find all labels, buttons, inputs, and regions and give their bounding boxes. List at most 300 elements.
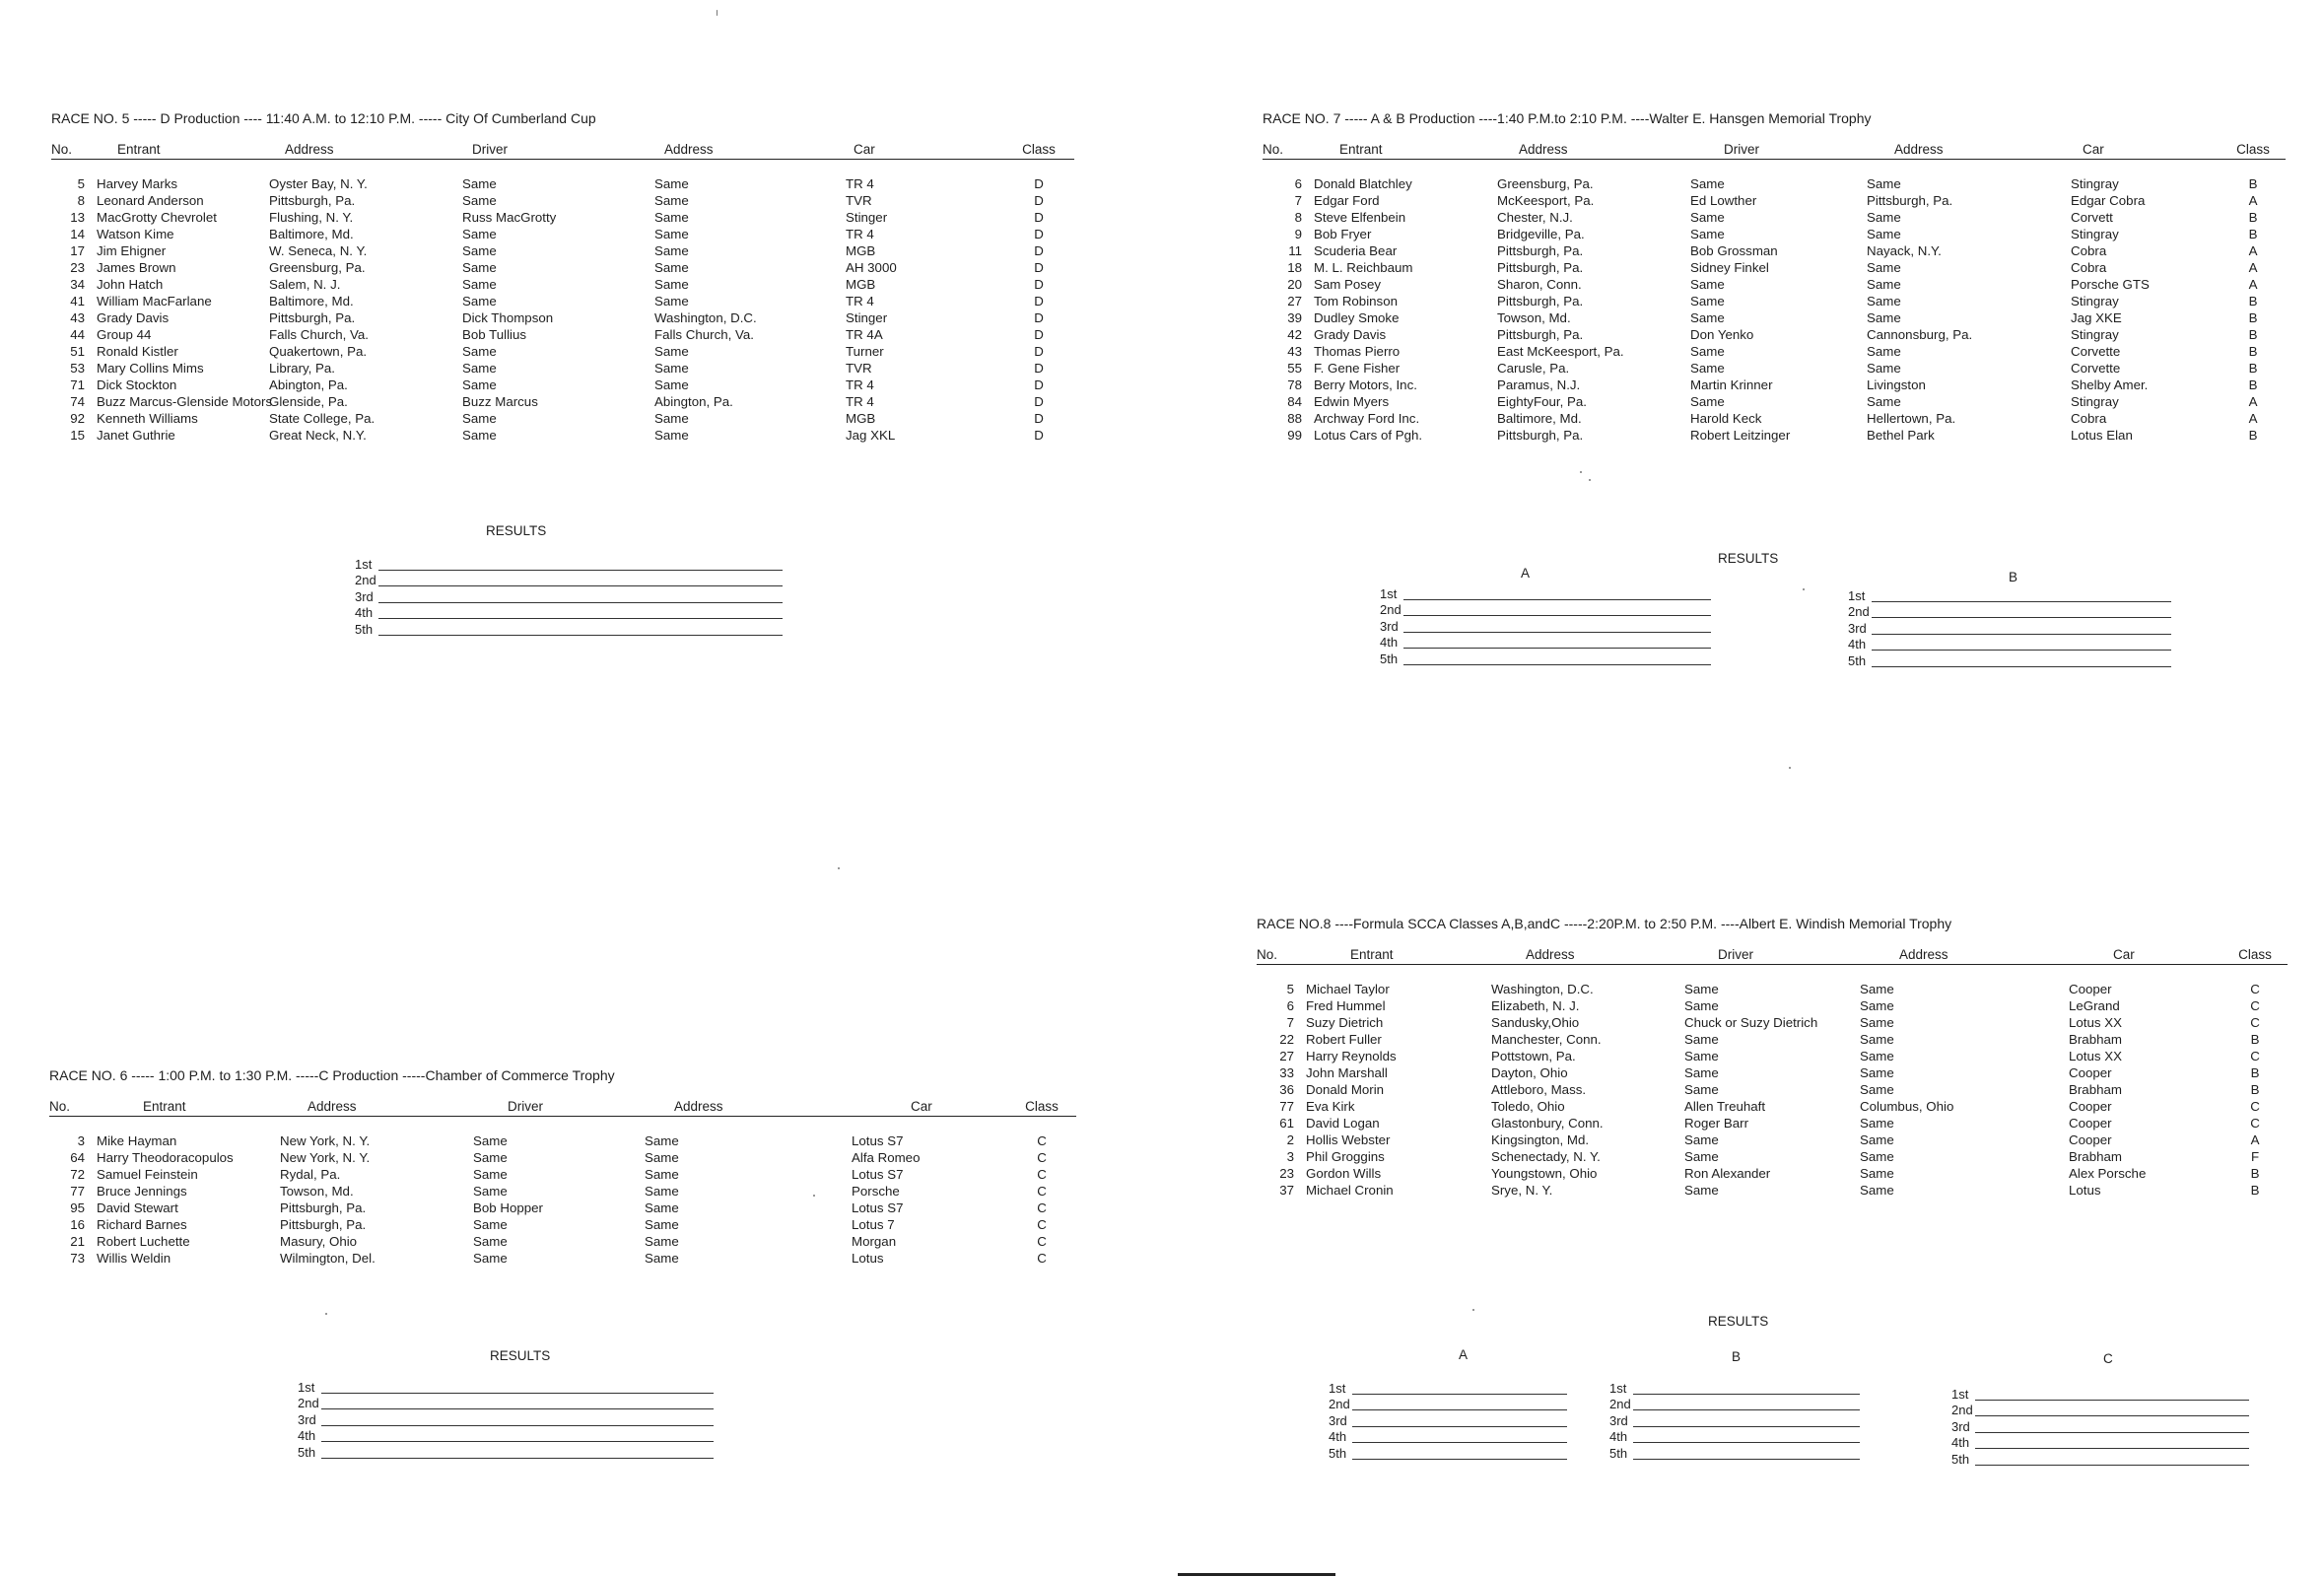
result-place-label: 1st — [1951, 1386, 1969, 1402]
car-class: C — [2250, 998, 2260, 1013]
car-model: TR 4A — [846, 327, 883, 342]
driver-address: Same — [1867, 260, 1901, 275]
entry-number: 14 — [70, 227, 85, 241]
driver-name: Same — [1690, 394, 1725, 409]
result-blank-line — [1975, 1420, 2249, 1433]
car-class: B — [2250, 1032, 2260, 1047]
car-class: D — [1034, 176, 1044, 191]
driver-address: Same — [645, 1251, 679, 1266]
entry-number: 11 — [1288, 243, 1302, 258]
result-place-label: 4th — [1951, 1435, 1970, 1450]
car-model: Jag XKE — [2071, 310, 2122, 325]
driver-name: Roger Barr — [1684, 1116, 1749, 1131]
driver-address: Same — [654, 260, 689, 275]
car-model: TR 4 — [846, 294, 874, 309]
race-8-section — [1257, 916, 2288, 1199]
driver-name: Same — [1690, 210, 1725, 225]
entrant-address: Washington, D.C. — [1491, 982, 1594, 996]
car-class: B — [2248, 294, 2258, 309]
driver-name: Sidney Finkel — [1690, 260, 1769, 275]
driver-address: Same — [1867, 176, 1901, 191]
table-row — [51, 377, 1074, 393]
table-row — [1263, 410, 2286, 427]
entrant-address: Srye, N. Y. — [1491, 1183, 1553, 1198]
col-header-driver: Driver — [1684, 947, 1860, 965]
result-blank-line — [1352, 1382, 1567, 1395]
driver-name: Same — [1690, 344, 1725, 359]
entrant-name: Dick Stockton — [97, 377, 177, 392]
car-class: D — [1034, 243, 1044, 258]
race-8-entry-table — [1257, 947, 2288, 1199]
result-blank-line — [321, 1413, 714, 1426]
car-model: Cobra — [2071, 411, 2107, 426]
driver-address: Cannonsburg, Pa. — [1867, 327, 1973, 342]
entrant-name: MacGrotty Chevrolet — [97, 210, 217, 225]
result-place-label: 5th — [1380, 651, 1399, 666]
results-group-label-c: C — [2103, 1351, 2113, 1366]
driver-name: Ron Alexander — [1684, 1166, 1771, 1181]
entrant-name: Sam Posey — [1314, 277, 1381, 292]
driver-name: Robert Leitzinger — [1690, 428, 1791, 443]
entrant-name: Robert Fuller — [1306, 1032, 1382, 1047]
entry-number: 74 — [70, 394, 85, 409]
driver-name: Same — [462, 344, 497, 359]
entry-number: 43 — [1287, 344, 1302, 359]
entrant-address: Great Neck, N.Y. — [269, 428, 367, 443]
col-header-no: No. — [1263, 142, 1314, 160]
entrant-name: Dudley Smoke — [1314, 310, 1400, 325]
race-6-title: RACE NO. 6 ----- 1:00 P.M. to 1:30 P.M. -----C Production -----Chamber of Commerce Trophy — [49, 1067, 615, 1083]
car-model: Stinger — [846, 210, 888, 225]
col-header-driver: Driver — [473, 1099, 645, 1117]
col-header-car: Car — [2071, 142, 2221, 160]
col-header-class: Class — [2222, 947, 2288, 965]
result-row — [1848, 651, 2171, 667]
driver-address: Same — [654, 411, 689, 426]
driver-name: Same — [1690, 361, 1725, 376]
car-class: D — [1034, 411, 1044, 426]
entry-number: 8 — [1294, 210, 1302, 225]
entry-number: 34 — [70, 277, 85, 292]
driver-name: Same — [462, 428, 497, 443]
driver-address: Same — [1860, 1116, 1894, 1131]
entrant-address: Abington, Pa. — [269, 377, 348, 392]
car-class: D — [1034, 277, 1044, 292]
car-class: C — [2250, 982, 2260, 996]
driver-name: Same — [462, 277, 497, 292]
car-model: MGB — [846, 277, 876, 292]
table-row — [1263, 393, 2286, 410]
table-row — [51, 360, 1074, 377]
entry-number: 44 — [70, 327, 85, 342]
entry-number: 21 — [70, 1234, 85, 1249]
car-model: Corvette — [2071, 361, 2121, 376]
car-model: Brabham — [2069, 1032, 2122, 1047]
entrant-address: Pittsburgh, Pa. — [1497, 428, 1584, 443]
table-row — [51, 226, 1074, 242]
col-header-address: Address — [280, 1099, 473, 1117]
car-class: D — [1034, 260, 1044, 275]
driver-address: Same — [654, 243, 689, 258]
col-header-entrant: Entrant — [97, 142, 269, 160]
entry-number: 77 — [1279, 1099, 1294, 1114]
table-row — [51, 326, 1074, 343]
result-place-label: 1st — [1609, 1380, 1627, 1396]
driver-name: Bob Hopper — [473, 1200, 543, 1215]
result-row — [298, 1442, 714, 1459]
driver-address: Same — [1867, 310, 1901, 325]
car-class: C — [1037, 1184, 1047, 1199]
driver-name: Same — [473, 1133, 508, 1148]
race-7-section — [1263, 110, 2286, 444]
table-row — [1263, 226, 2286, 242]
car-model: Cooper — [2069, 1065, 2112, 1080]
result-row — [1848, 618, 2171, 635]
result-place-label: 5th — [1951, 1451, 1970, 1467]
driver-name: Same — [1690, 176, 1725, 191]
car-model: TR 4 — [846, 394, 874, 409]
car-class: C — [1037, 1217, 1047, 1232]
table-row — [1257, 1048, 2288, 1064]
col-header-class: Class — [1007, 1099, 1076, 1117]
result-blank-line — [1352, 1430, 1567, 1443]
entry-number: 51 — [70, 344, 85, 359]
car-class: D — [1034, 310, 1044, 325]
car-model: TR 4 — [846, 377, 874, 392]
driver-address: Livingston — [1867, 377, 1926, 392]
race-5-entries — [51, 160, 1074, 445]
entrant-address: Paramus, N.J. — [1497, 377, 1581, 392]
entrant-name: Janet Guthrie — [97, 428, 175, 443]
car-class: B — [2250, 1166, 2260, 1181]
car-model: Lotus S7 — [852, 1133, 904, 1148]
entrant-address: East McKeesport, Pa. — [1497, 344, 1624, 359]
entry-number: 88 — [1287, 411, 1302, 426]
result-place-label: 4th — [1848, 637, 1867, 651]
driver-address: Same — [654, 428, 689, 443]
results-block — [355, 554, 783, 636]
driver-address: Same — [654, 377, 689, 392]
entrant-name: Michael Taylor — [1306, 982, 1390, 996]
table-row — [1257, 965, 2288, 998]
car-model: Shelby Amer. — [2071, 377, 2149, 392]
result-place-label: 2nd — [355, 573, 376, 587]
result-row — [1609, 1395, 1860, 1411]
driver-name: Same — [473, 1217, 508, 1232]
table-row — [1257, 1098, 2288, 1115]
result-row — [1951, 1401, 2249, 1417]
driver-address: Abington, Pa. — [654, 394, 733, 409]
result-row — [1609, 1410, 1860, 1427]
driver-name: Buzz Marcus — [462, 394, 538, 409]
col-header-no: No. — [51, 142, 97, 160]
entrant-name: Berry Motors, Inc. — [1314, 377, 1417, 392]
entry-number: 41 — [70, 294, 85, 309]
driver-name: Chuck or Suzy Dietrich — [1684, 1015, 1818, 1030]
result-blank-line — [1403, 603, 1711, 616]
scan-speck — [1472, 1309, 1474, 1311]
result-blank-line — [378, 623, 783, 636]
car-class: A — [2248, 243, 2258, 258]
entrant-name: Mary Collins Mims — [97, 361, 204, 376]
entry-number: 20 — [1287, 277, 1302, 292]
car-model: Alex Porsche — [2069, 1166, 2147, 1181]
car-model: LeGrand — [2069, 998, 2120, 1013]
driver-address: Same — [654, 176, 689, 191]
entry-number: 39 — [1287, 310, 1302, 325]
entrant-name: Harvey Marks — [97, 176, 178, 191]
driver-name: Same — [1684, 998, 1719, 1013]
car-model: Morgan — [852, 1234, 897, 1249]
car-class: C — [2250, 1099, 2260, 1114]
result-row — [1329, 1427, 1567, 1444]
entrant-address: Pittsburgh, Pa. — [1497, 260, 1584, 275]
entrant-name: Suzy Dietrich — [1306, 1015, 1384, 1030]
driver-address: Nayack, N.Y. — [1867, 243, 1942, 258]
results-group-label-b: B — [1732, 1349, 1742, 1364]
entrant-address: Towson, Md. — [280, 1184, 354, 1199]
result-place-label: 3rd — [355, 588, 374, 604]
result-row — [1380, 600, 1711, 617]
race-7-entry-table — [1263, 142, 2286, 444]
col-header-car: Car — [852, 1099, 1007, 1117]
results-group-label-b: B — [2009, 570, 2018, 584]
entrant-address: McKeesport, Pa. — [1497, 193, 1595, 208]
entry-number: 77 — [70, 1184, 85, 1199]
entry-number: 99 — [1287, 428, 1302, 443]
result-blank-line — [321, 1446, 714, 1459]
table-row — [51, 393, 1074, 410]
result-blank-line — [1403, 636, 1711, 649]
result-blank-line — [1403, 620, 1711, 633]
col-header-driver-address: Address — [654, 142, 846, 160]
entrant-address: Oyster Bay, N. Y. — [269, 176, 368, 191]
result-blank-line — [1633, 1382, 1860, 1395]
entry-number: 7 — [1294, 193, 1302, 208]
entry-number: 2 — [1286, 1132, 1294, 1147]
result-place-label: 3rd — [1848, 620, 1867, 636]
entry-number: 92 — [70, 411, 85, 426]
driver-address: Same — [1860, 998, 1894, 1013]
car-model: Lotus S7 — [852, 1200, 904, 1215]
result-blank-line — [1975, 1436, 2249, 1449]
driver-address: Same — [654, 344, 689, 359]
car-class: B — [2248, 361, 2258, 376]
car-model: Brabham — [2069, 1082, 2122, 1097]
race-6-entries — [49, 1117, 1076, 1268]
entrant-address: Pittsburgh, Pa. — [280, 1200, 367, 1215]
car-class: B — [2250, 1082, 2260, 1097]
car-model: Cobra — [2071, 243, 2107, 258]
entrant-address: Salem, N. J. — [269, 277, 341, 292]
entrant-name: Tom Robinson — [1314, 294, 1398, 309]
result-row — [1951, 1416, 2249, 1433]
col-header-class: Class — [2221, 142, 2286, 160]
result-row — [298, 1409, 714, 1426]
table-row — [1263, 343, 2286, 360]
results-block-b — [1848, 585, 2171, 667]
table-row — [51, 160, 1074, 193]
car-class: C — [2250, 1049, 2260, 1063]
table-row — [51, 293, 1074, 309]
entrant-name: Group 44 — [97, 327, 152, 342]
car-class: C — [1037, 1251, 1047, 1266]
car-model: TR 4 — [846, 176, 874, 191]
driver-address: Same — [1867, 344, 1901, 359]
driver-name: Martin Krinner — [1690, 377, 1773, 392]
result-row — [1329, 1410, 1567, 1427]
entrant-name: William MacFarlane — [97, 294, 212, 309]
driver-name: Same — [462, 361, 497, 376]
entrant-name: Hollis Webster — [1306, 1132, 1391, 1147]
result-blank-line — [1403, 652, 1711, 665]
entrant-address: Pittsburgh, Pa. — [269, 310, 356, 325]
entrant-name: Phil Groggins — [1306, 1149, 1385, 1164]
car-model: Stinger — [846, 310, 888, 325]
car-class: B — [2248, 176, 2258, 191]
table-row — [1257, 1131, 2288, 1148]
entrant-name: Fred Hummel — [1306, 998, 1386, 1013]
result-place-label: 4th — [1329, 1429, 1347, 1444]
driver-name: Same — [462, 176, 497, 191]
result-blank-line — [1403, 587, 1711, 600]
results-group-label-a: A — [1459, 1347, 1469, 1362]
result-place-label: 1st — [298, 1379, 315, 1395]
entrant-address: Baltimore, Md. — [1497, 411, 1582, 426]
entry-number: 43 — [70, 310, 85, 325]
car-model: TVR — [846, 193, 872, 208]
entry-number: 9 — [1294, 227, 1302, 241]
car-model: Corvette — [2071, 344, 2121, 359]
car-class: A — [2248, 277, 2258, 292]
driver-name: Same — [462, 193, 497, 208]
entrant-name: Grady Davis — [1314, 327, 1387, 342]
car-model: Lotus S7 — [852, 1167, 904, 1182]
race-5-title: RACE NO. 5 ----- D Production ---- 11:40 A.M. to 12:10 P.M. ----- City Of Cumberland Cup — [51, 110, 596, 126]
entrant-address: Quakertown, Pa. — [269, 344, 368, 359]
scan-speck — [838, 867, 840, 869]
table-row — [1263, 309, 2286, 326]
result-blank-line — [378, 590, 783, 603]
entry-number: 17 — [70, 243, 85, 258]
car-model: Stingray — [2071, 394, 2119, 409]
entrant-address: Greensburg, Pa. — [269, 260, 366, 275]
result-row — [355, 619, 783, 636]
driver-address: Same — [654, 361, 689, 376]
entrant-address: Towson, Md. — [1497, 310, 1571, 325]
entrant-address: Chester, N.J. — [1497, 210, 1573, 225]
result-place-label: 2nd — [1380, 602, 1401, 617]
car-class: B — [2250, 1065, 2260, 1080]
entrant-name: Samuel Feinstein — [97, 1167, 198, 1182]
col-header-address: Address — [1497, 142, 1690, 160]
result-place-label: 3rd — [1951, 1418, 1970, 1434]
result-blank-line — [378, 558, 783, 571]
driver-name: Russ MacGrotty — [462, 210, 557, 225]
entry-number: 27 — [1287, 294, 1302, 309]
car-model: Cooper — [2069, 1132, 2112, 1147]
table-row — [51, 343, 1074, 360]
result-row — [1609, 1427, 1860, 1444]
driver-address: Same — [1860, 1065, 1894, 1080]
car-model: MGB — [846, 243, 876, 258]
driver-name: Same — [1684, 1032, 1719, 1047]
entry-number: 71 — [70, 377, 85, 392]
table-row — [1257, 1081, 2288, 1098]
result-row — [1380, 583, 1711, 600]
table-row — [51, 276, 1074, 293]
car-class: C — [1037, 1234, 1047, 1249]
table-row — [51, 309, 1074, 326]
table-row — [1257, 1064, 2288, 1081]
driver-address: Same — [1867, 294, 1901, 309]
result-blank-line — [1633, 1430, 1860, 1443]
car-model: Turner — [846, 344, 884, 359]
result-place-label: 4th — [1380, 635, 1399, 650]
result-blank-line — [1975, 1453, 2249, 1466]
driver-name: Same — [473, 1251, 508, 1266]
car-class: B — [2248, 310, 2258, 325]
driver-address: Same — [1860, 1032, 1894, 1047]
entry-number: 5 — [77, 176, 85, 191]
result-place-label: 1st — [1380, 585, 1398, 601]
result-place-label: 5th — [298, 1444, 316, 1460]
entry-number: 23 — [70, 260, 85, 275]
driver-name: Same — [473, 1150, 508, 1165]
car-class: C — [2250, 1015, 2260, 1030]
entrant-address: New York, N. Y. — [280, 1150, 371, 1165]
car-class: A — [2248, 193, 2258, 208]
table-row — [1263, 427, 2286, 444]
table-row — [1257, 1115, 2288, 1131]
result-blank-line — [1633, 1447, 1860, 1460]
driver-name: Same — [1684, 1082, 1719, 1097]
results-group-label-a: A — [1521, 566, 1531, 581]
table-row — [49, 1117, 1076, 1150]
car-class: A — [2250, 1132, 2260, 1147]
driver-name: Same — [1690, 294, 1725, 309]
driver-address: Same — [1867, 210, 1901, 225]
entry-number: 18 — [1287, 260, 1302, 275]
result-place-label: 2nd — [1329, 1397, 1350, 1411]
results-block-c — [1951, 1384, 2249, 1466]
result-blank-line — [378, 606, 783, 619]
result-blank-line — [1633, 1398, 1860, 1410]
car-class: D — [1034, 428, 1044, 443]
entrant-address: Wilmington, Del. — [280, 1251, 376, 1266]
car-model: Porsche GTS — [2071, 277, 2150, 292]
car-class: B — [2248, 377, 2258, 392]
driver-name: Bob Tullius — [462, 327, 527, 342]
entrant-name: M. L. Reichbaum — [1314, 260, 1413, 275]
result-row — [355, 571, 783, 587]
driver-name: Same — [1684, 1183, 1719, 1198]
entry-number: 95 — [70, 1200, 85, 1215]
result-row — [1848, 635, 2171, 651]
entrant-address: Sandusky,Ohio — [1491, 1015, 1580, 1030]
entrant-address: Flushing, N. Y. — [269, 210, 354, 225]
car-model: Corvett — [2071, 210, 2113, 225]
results-heading: RESULTS — [490, 1348, 551, 1363]
driver-address: Falls Church, Va. — [654, 327, 754, 342]
driver-name: Same — [1684, 1132, 1719, 1147]
car-class: B — [2248, 327, 2258, 342]
entry-number: 53 — [70, 361, 85, 376]
entrant-name: Harry Reynolds — [1306, 1049, 1397, 1063]
result-row — [1329, 1395, 1567, 1411]
results-heading: RESULTS — [486, 523, 547, 538]
result-blank-line — [1352, 1447, 1567, 1460]
